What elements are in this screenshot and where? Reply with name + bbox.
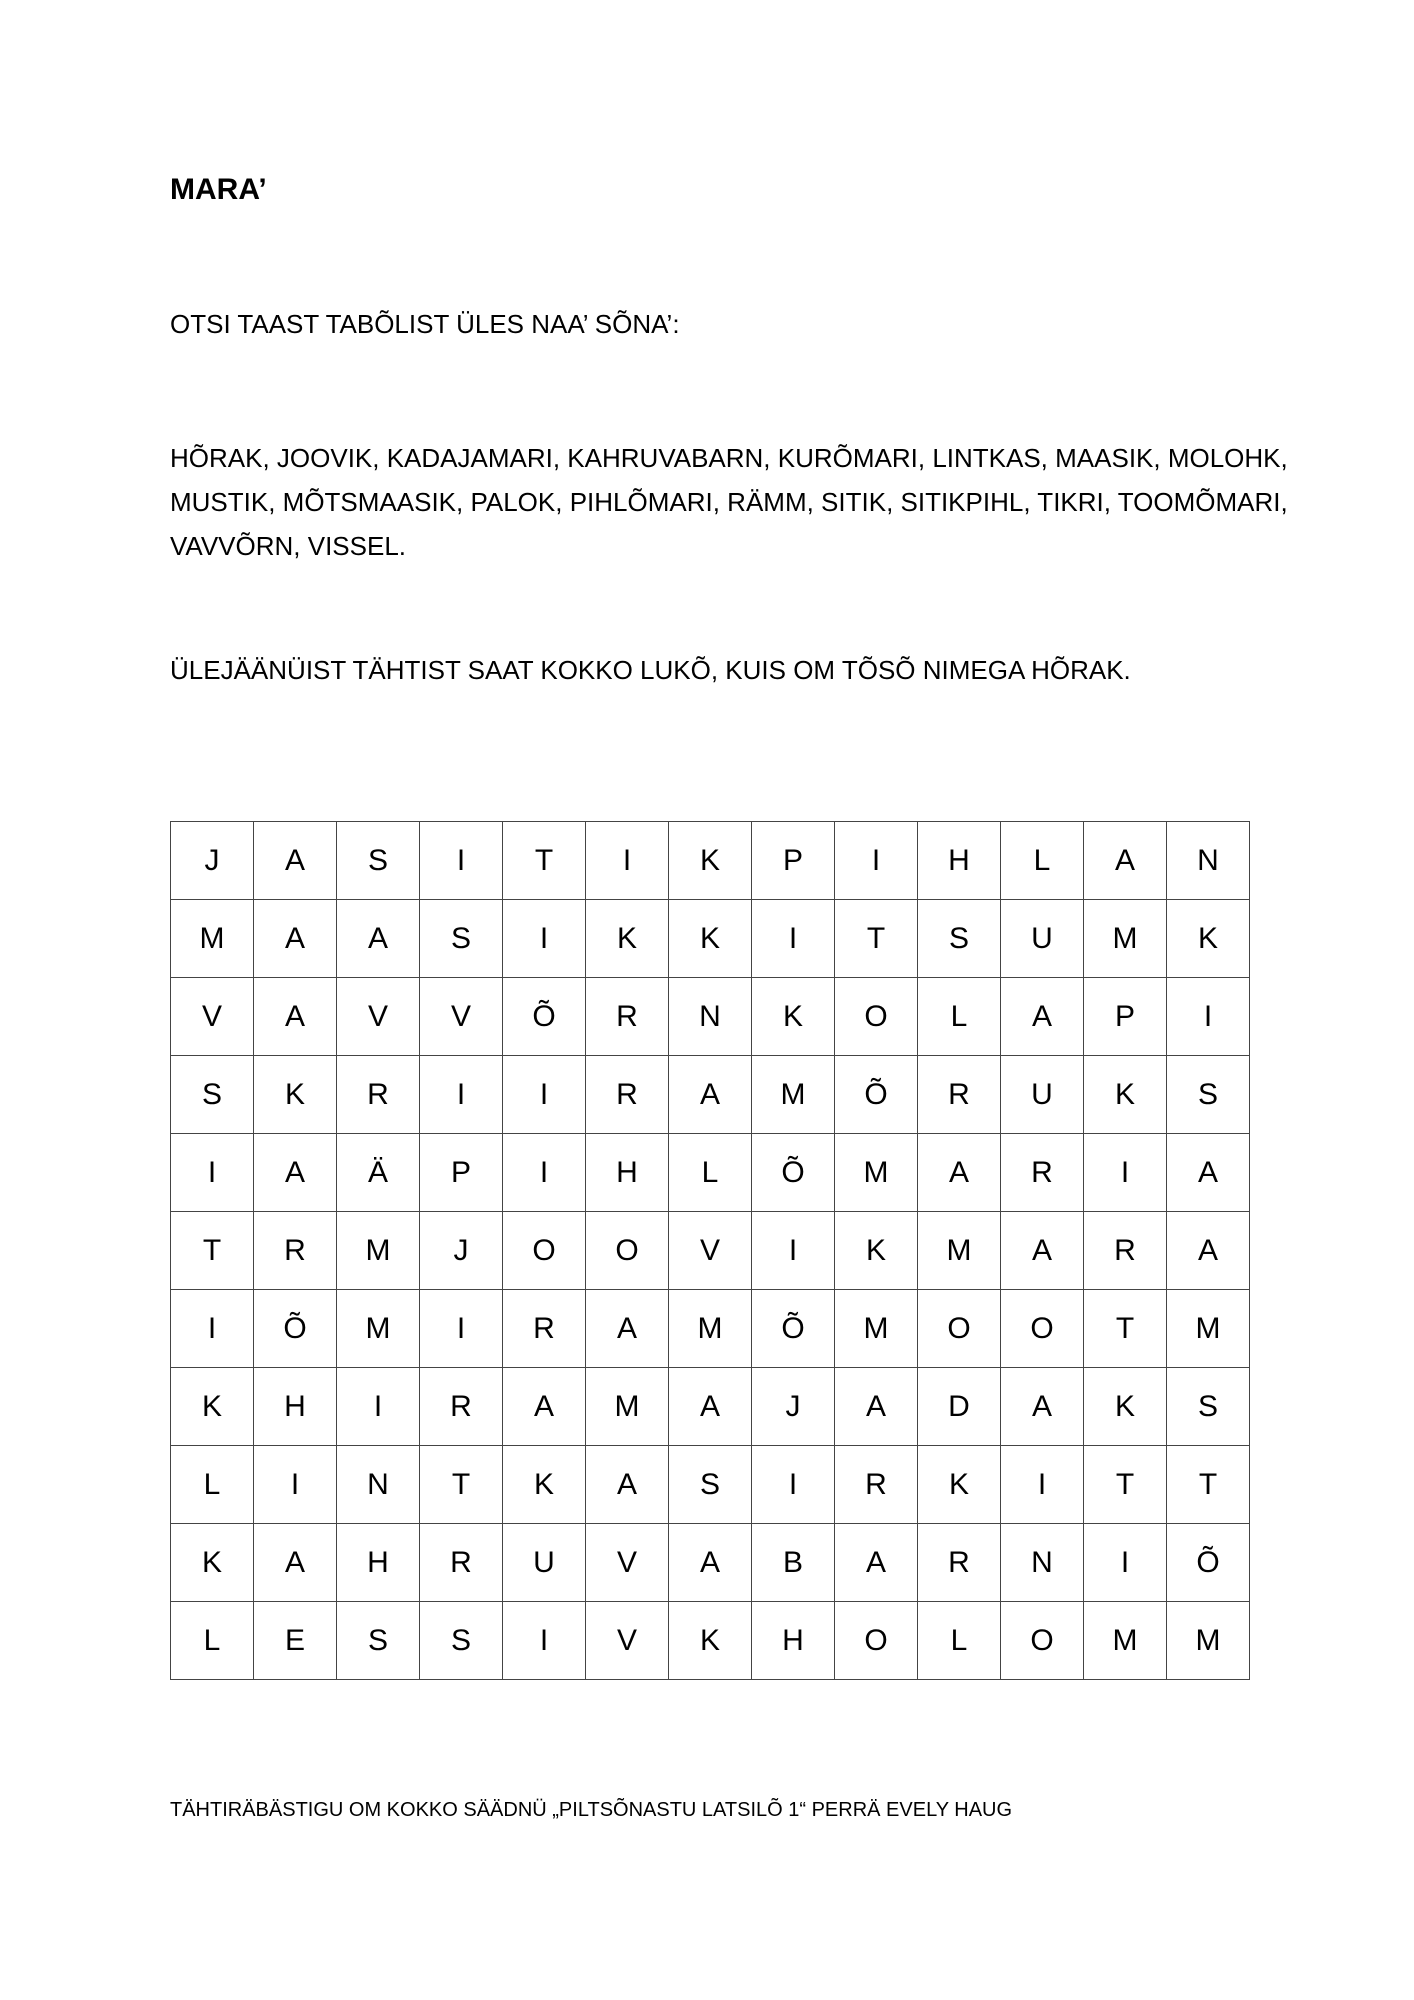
- grid-row: [171, 1056, 1250, 1134]
- grid-cell: Õ: [752, 1134, 835, 1212]
- grid-cell: S: [669, 1446, 752, 1524]
- grid-cell: R: [1084, 1212, 1167, 1290]
- grid-cell: K: [1167, 900, 1250, 978]
- grid-cell: I: [337, 1368, 420, 1446]
- grid-cell: R: [835, 1446, 918, 1524]
- grid-cell: M: [1167, 1602, 1250, 1680]
- grid-cell: I: [1001, 1446, 1084, 1524]
- grid-cell: H: [752, 1602, 835, 1680]
- grid-cell: K: [503, 1446, 586, 1524]
- grid-cell: T: [1167, 1446, 1250, 1524]
- grid-cell: A: [254, 1524, 337, 1602]
- grid-cell: K: [669, 1602, 752, 1680]
- grid-cell: I: [1084, 1524, 1167, 1602]
- grid-cell: R: [337, 1056, 420, 1134]
- grid-cell: A: [586, 1446, 669, 1524]
- grid-row: [171, 1212, 1250, 1290]
- grid-cell: A: [1001, 978, 1084, 1056]
- grid-cell: M: [1084, 900, 1167, 978]
- grid-cell: A: [503, 1368, 586, 1446]
- grid-cell: M: [337, 1290, 420, 1368]
- grid-row: [171, 900, 1250, 978]
- footer-credit: TÄHTIRÄBÄSTIGU OM KOKKO SÄÄDNÜ „PILTSÕNASTU LATSILÕ 1“ PERRÄ EVELY HAUG: [170, 1799, 1013, 1821]
- grid-cell: A: [669, 1524, 752, 1602]
- grid-cell: M: [835, 1134, 918, 1212]
- grid-cell: I: [503, 900, 586, 978]
- grid-cell: I: [1167, 978, 1250, 1056]
- grid-cell: L: [918, 978, 1001, 1056]
- grid-cell: O: [1001, 1602, 1084, 1680]
- grid-cell: A: [918, 1134, 1001, 1212]
- grid-cell: T: [420, 1446, 503, 1524]
- grid-cell: S: [420, 900, 503, 978]
- grid-cell: T: [835, 900, 918, 978]
- grid-cell: R: [586, 978, 669, 1056]
- grid-cell: A: [1001, 1368, 1084, 1446]
- grid-cell: U: [1001, 1056, 1084, 1134]
- grid-cell: J: [171, 822, 254, 900]
- grid-cell: V: [586, 1524, 669, 1602]
- grid-row: [171, 978, 1250, 1056]
- grid-cell: O: [918, 1290, 1001, 1368]
- grid-cell: I: [254, 1446, 337, 1524]
- grid-cell: S: [918, 900, 1001, 978]
- grid-cell: O: [835, 1602, 918, 1680]
- grid-cell: I: [503, 1134, 586, 1212]
- grid-cell: H: [337, 1524, 420, 1602]
- grid-cell: K: [918, 1446, 1001, 1524]
- page-title: MARA’: [170, 173, 267, 206]
- grid-cell: I: [420, 822, 503, 900]
- grid-cell: I: [503, 1602, 586, 1680]
- grid-cell: Õ: [752, 1290, 835, 1368]
- grid-cell: R: [420, 1524, 503, 1602]
- grid-cell: Ä: [337, 1134, 420, 1212]
- grid-cell: A: [1084, 822, 1167, 900]
- grid-cell: H: [918, 822, 1001, 900]
- grid-cell: A: [1167, 1212, 1250, 1290]
- grid-cell: N: [669, 978, 752, 1056]
- grid-cell: P: [420, 1134, 503, 1212]
- grid-cell: K: [669, 900, 752, 978]
- grid-row: [171, 1290, 1250, 1368]
- grid-cell: R: [503, 1290, 586, 1368]
- grid-cell: T: [503, 822, 586, 900]
- grid-cell: L: [171, 1446, 254, 1524]
- grid-cell: A: [254, 1134, 337, 1212]
- grid-cell: U: [503, 1524, 586, 1602]
- grid-cell: A: [586, 1290, 669, 1368]
- grid-cell: P: [752, 822, 835, 900]
- grid-cell: V: [420, 978, 503, 1056]
- grid-cell: M: [1167, 1290, 1250, 1368]
- grid-row: [171, 1368, 1250, 1446]
- grid-cell: A: [254, 900, 337, 978]
- grid-cell: M: [171, 900, 254, 978]
- grid-cell: H: [586, 1134, 669, 1212]
- word-list: HÕRAK, JOOVIK, KADAJAMARI, KAHRUVABARN, KURÕMARI, LINTKAS, MAASIK, MOLOHK, MUSTIK, MÕTSMAASIK, PALOK, PIHLÕMARI, RÄMM, SITIK, SITIKPIHL, TIKRI, TOOMÕMARI, VAVVÕRN, VISSEL.: [170, 443, 1288, 561]
- grid-cell: K: [586, 900, 669, 978]
- word-search-grid: [170, 821, 1250, 1680]
- grid-cell: M: [752, 1056, 835, 1134]
- grid-cell: A: [1167, 1134, 1250, 1212]
- grid-cell: N: [337, 1446, 420, 1524]
- grid-cell: A: [835, 1524, 918, 1602]
- grid-cell: L: [171, 1602, 254, 1680]
- grid-cell: O: [586, 1212, 669, 1290]
- grid-row: [171, 1602, 1250, 1680]
- grid-row: [171, 1446, 1250, 1524]
- grid-cell: M: [918, 1212, 1001, 1290]
- grid-cell: A: [254, 822, 337, 900]
- grid-cell: R: [254, 1212, 337, 1290]
- grid-row: [171, 1524, 1250, 1602]
- instruction-text: OTSI TAAST TABÕLIST ÜLES NAA’ SÕNA’:: [170, 309, 680, 339]
- grid-cell: M: [337, 1212, 420, 1290]
- grid-cell: L: [1001, 822, 1084, 900]
- grid-cell: T: [1084, 1290, 1167, 1368]
- grid-cell: N: [1001, 1524, 1084, 1602]
- grid-cell: A: [669, 1056, 752, 1134]
- grid-cell: S: [171, 1056, 254, 1134]
- grid-cell: I: [171, 1290, 254, 1368]
- grid-cell: L: [918, 1602, 1001, 1680]
- grid-cell: S: [337, 1602, 420, 1680]
- grid-cell: K: [171, 1524, 254, 1602]
- grid-cell: Õ: [835, 1056, 918, 1134]
- grid-cell: A: [669, 1368, 752, 1446]
- grid-cell: H: [254, 1368, 337, 1446]
- grid-cell: A: [835, 1368, 918, 1446]
- grid-cell: K: [254, 1056, 337, 1134]
- grid-cell: K: [171, 1368, 254, 1446]
- grid-cell: V: [337, 978, 420, 1056]
- grid-cell: D: [918, 1368, 1001, 1446]
- grid-cell: I: [835, 822, 918, 900]
- grid-cell: I: [586, 822, 669, 900]
- grid-cell: I: [420, 1290, 503, 1368]
- grid-cell: A: [1001, 1212, 1084, 1290]
- grid-cell: Õ: [254, 1290, 337, 1368]
- grid-cell: K: [835, 1212, 918, 1290]
- grid-cell: I: [1084, 1134, 1167, 1212]
- grid-cell: M: [1084, 1602, 1167, 1680]
- grid-cell: S: [1167, 1368, 1250, 1446]
- grid-cell: K: [1084, 1368, 1167, 1446]
- grid-cell: M: [586, 1368, 669, 1446]
- grid-cell: M: [835, 1290, 918, 1368]
- grid-cell: V: [669, 1212, 752, 1290]
- grid-cell: Õ: [1167, 1524, 1250, 1602]
- grid-cell: I: [420, 1056, 503, 1134]
- grid-cell: I: [171, 1134, 254, 1212]
- grid-cell: S: [420, 1602, 503, 1680]
- grid-row: [171, 822, 1250, 900]
- grid-cell: R: [918, 1524, 1001, 1602]
- grid-cell: A: [337, 900, 420, 978]
- grid-cell: R: [420, 1368, 503, 1446]
- grid-cell: K: [1084, 1056, 1167, 1134]
- grid-cell: K: [669, 822, 752, 900]
- grid-cell: R: [586, 1056, 669, 1134]
- grid-cell: E: [254, 1602, 337, 1680]
- grid-row: [171, 1134, 1250, 1212]
- grid-cell: T: [171, 1212, 254, 1290]
- grid-cell: I: [752, 1212, 835, 1290]
- grid-cell: I: [752, 1446, 835, 1524]
- grid-cell: J: [752, 1368, 835, 1446]
- grid-cell: O: [503, 1212, 586, 1290]
- grid-cell: L: [669, 1134, 752, 1212]
- grid-cell: S: [337, 822, 420, 900]
- grid-cell: I: [503, 1056, 586, 1134]
- remainder-instruction: ÜLEJÄÄNÜIST TÄHTIST SAAT KOKKO LUKÕ, KUIS OM TÕSÕ NIMEGA HÕRAK.: [170, 655, 1131, 685]
- grid-cell: I: [752, 900, 835, 978]
- grid-cell: J: [420, 1212, 503, 1290]
- grid-cell: V: [586, 1602, 669, 1680]
- grid-cell: O: [1001, 1290, 1084, 1368]
- grid-cell: O: [835, 978, 918, 1056]
- grid-cell: P: [1084, 978, 1167, 1056]
- grid-cell: R: [918, 1056, 1001, 1134]
- grid-cell: M: [669, 1290, 752, 1368]
- grid-cell: A: [254, 978, 337, 1056]
- grid-cell: U: [1001, 900, 1084, 978]
- grid-cell: N: [1167, 822, 1250, 900]
- grid-cell: B: [752, 1524, 835, 1602]
- grid-cell: K: [752, 978, 835, 1056]
- grid-cell: S: [1167, 1056, 1250, 1134]
- grid-cell: T: [1084, 1446, 1167, 1524]
- grid-cell: Õ: [503, 978, 586, 1056]
- grid-cell: R: [1001, 1134, 1084, 1212]
- grid-cell: V: [171, 978, 254, 1056]
